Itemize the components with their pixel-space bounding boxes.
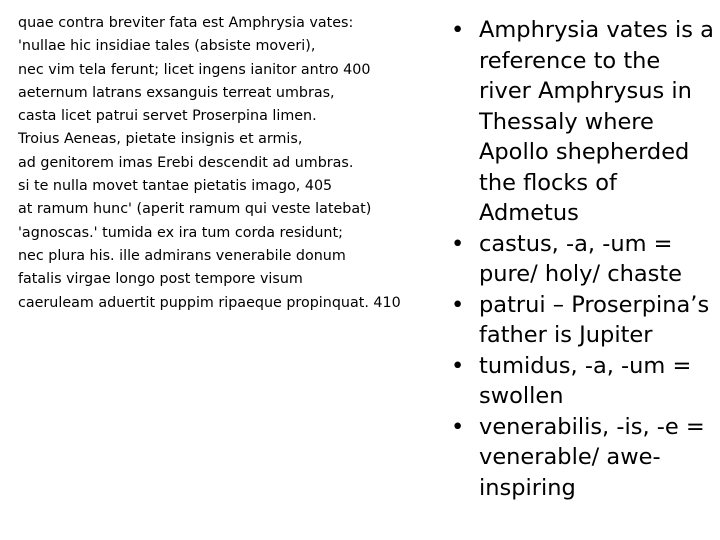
- latin-line: Troius Aeneas, pietate insignis et armis,: [18, 131, 303, 148]
- latin-passage: [18, 12, 438, 315]
- note-item: [447, 229, 717, 290]
- bullet-icon: •: [451, 17, 465, 43]
- latin-line: 'agnoscas.' tumida ex ira tum corda residunt;: [18, 224, 343, 241]
- note-item: [447, 15, 717, 229]
- bullet-icon: •: [451, 413, 465, 440]
- note-text: venerabilis, -is, -e = venerable/ awe- inspiring: [479, 413, 705, 501]
- vocab-notes-list: [447, 15, 717, 503]
- note-item: [447, 412, 717, 504]
- latin-line: caeruleam aduertit puppim ripaeque propinquat. 410: [18, 294, 401, 311]
- note-text: Amphrysia vates is a reference to the river Amphrysus in Thessaly where Apollo shepherded the flocks of Admetus: [479, 17, 714, 226]
- latin-line: si te nulla movet tantae pietatis imago, 405: [18, 178, 333, 195]
- note-text: castus, -a, -um = pure/ holy/ chaste: [479, 230, 683, 287]
- latin-line: aeternum latrans exsanguis terreat umbras,: [18, 84, 335, 101]
- latin-line: 'nullae hic insidiae tales (absiste moveri),: [18, 38, 316, 55]
- latin-line: fatalis virgae longo post tempore visum: [18, 271, 303, 288]
- note-item: [447, 351, 717, 412]
- latin-line: at ramum hunc' (aperit ramum qui veste latebat): [18, 201, 372, 218]
- latin-line: casta licet patrui servet Proserpina limen.: [18, 108, 317, 125]
- latin-line: nec plura his. ille admirans venerabile donum: [18, 247, 346, 264]
- bullet-icon: •: [451, 230, 465, 257]
- note-text: tumidus, -a, -um = swollen: [479, 352, 692, 409]
- latin-line: ad genitorem imas Erebi descendit ad umbras.: [18, 154, 354, 171]
- latin-line: nec vim tela ferunt; licet ingens ianitor antro 400: [18, 61, 371, 78]
- bullet-icon: •: [451, 352, 465, 379]
- bullet-icon: •: [451, 291, 465, 318]
- latin-line: quae contra breviter fata est Amphrysia vates:: [18, 15, 354, 31]
- note-text: patrui – Proserpina’s father is Jupiter: [479, 291, 710, 348]
- note-item: [447, 290, 717, 351]
